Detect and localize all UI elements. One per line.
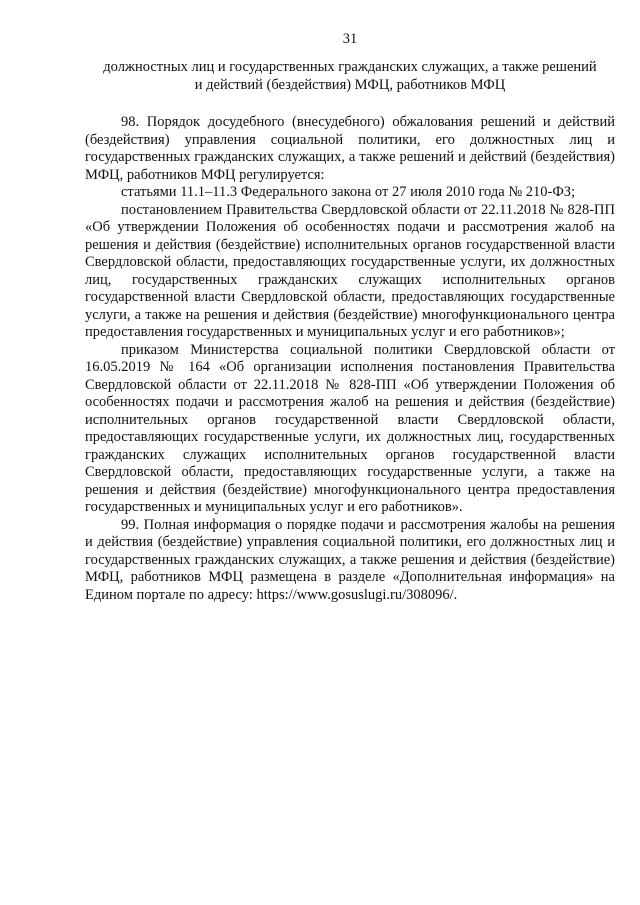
section-heading bbox=[85, 59, 615, 94]
paragraph-99 bbox=[85, 517, 615, 605]
section-heading-line-2: и действий (бездействия) МФЦ, работников МФЦ bbox=[194, 76, 506, 93]
paragraph-98-federal-law: статьями 11.1–11.3 Федерального закона от 27 июля 2010 года № 210-ФЗ; bbox=[121, 184, 576, 200]
paragraph-98-ministry-order: приказом Министерства социальной политики Свердловской области от 16.05.2019 № 164 «Об организации исполнения постановления Правительства Свердловской области от 22.11.2018 № 828-ПП «Об утверждении Положения об особенностях подачи и рассмотрения жалоб на решения и действия (бездействие) исполнительных органов государственной власти Свердловской области, предоставляющих государственные услуги, их должностных лиц, государственных гражданских служащих исполнительных органов государственной власти Свердловской области, предоставляющих государственные услуги, а также на решения и действия (бездействие) многофункционального центра предоставления государственных и муниципальных услуг и его работников». bbox=[85, 341, 615, 515]
section-heading-line-1: должностных лиц и государственных гражданских служащих, а также решений bbox=[103, 59, 597, 75]
document-page bbox=[85, 30, 615, 604]
gosuslugi-link[interactable]: https://www.gosuslugi.ru/308096/. bbox=[256, 586, 458, 603]
paragraph-99-text: 99. Полная информация о порядке подачи и рассмотрения жалобы на решения и действия (бездействие) управления социальной политики, его должностных лиц и государственных гражданских служащих, а также решения и действия (бездействие) МФЦ, работников МФЦ размещена в разделе «Дополнительная информация» на Едином портале по адресу: bbox=[85, 516, 615, 603]
paragraph-98: 98. Порядок досудебного (внесудебного) обжалования решений и действий (бездействия) управления социальной политики, его должностных лиц и государственных гражданских служащих, а также решений и действий (бездействия) МФЦ, работников МФЦ регулируется: bbox=[85, 114, 615, 183]
paragraph-98-government-resolution: постановлением Правительства Свердловской области от 22.11.2018 № 828-ПП «Об утверждении Положения об особенностях подачи и рассмотрения жалоб на решения и действия (бездействие) исполнительных органов государственной власти Свердловской области, предоставляющих государственные услуги, их должностных лиц, государственных гражданских служащих исполнительных органов государственной власти Свердловской области, предоставляющих государственные услуги, а также на решения и действия (бездействие) многофункционального центра предоставления государственных и муниципальных услуг и его работников»; bbox=[85, 201, 615, 340]
page-number: 31 bbox=[342, 31, 358, 47]
